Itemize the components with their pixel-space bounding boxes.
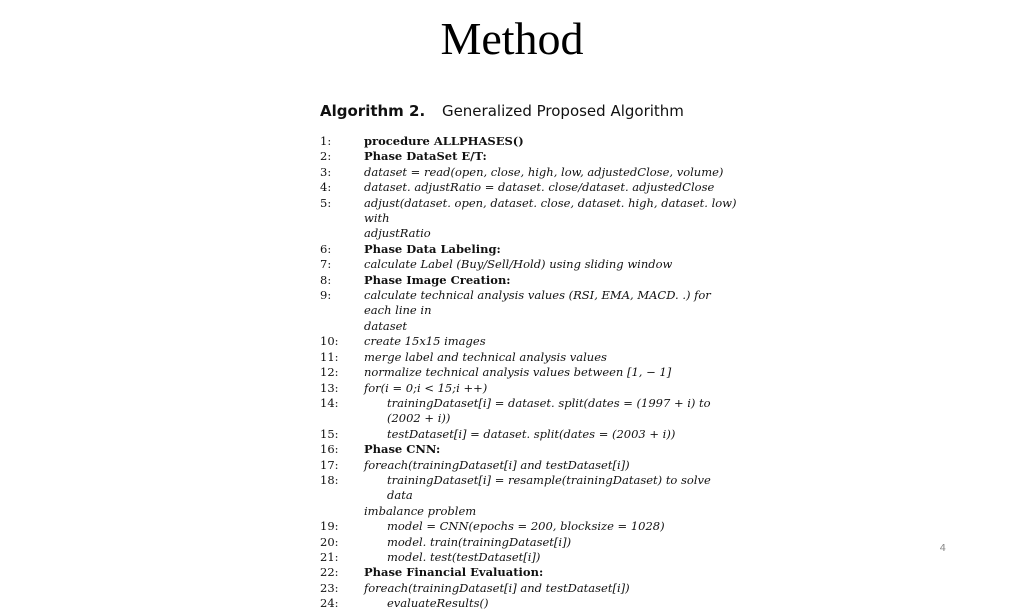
- algorithm-line: [320, 273, 740, 288]
- algorithm-line: [320, 565, 740, 580]
- algorithm-caption: Generalized Proposed Algorithm: [441, 102, 684, 120]
- line-text: Phase DataSet E/T:: [364, 149, 487, 164]
- algorithm-line: [320, 288, 740, 319]
- page-number: 4: [939, 543, 946, 554]
- line-text: Phase Financial Evaluation:: [364, 565, 544, 580]
- line-number: 6:: [320, 241, 332, 256]
- line-text: for(i = 0;i < 15;i ++): [364, 380, 488, 395]
- line-number: 24:: [320, 596, 339, 611]
- line-number: [320, 226, 364, 241]
- line-number: [320, 504, 364, 519]
- algorithm-line: [320, 196, 740, 227]
- line-text: dataset: [364, 318, 408, 333]
- algorithm-line: [320, 165, 740, 180]
- line-text: normalize technical analysis values between [1, − 1]: [364, 365, 672, 380]
- line-text: trainingDataset[i] = dataset. split(dates = (1997 + i) to (2002 + i)): [387, 395, 711, 426]
- algorithm-line: [320, 180, 740, 195]
- line-text: adjustRatio: [364, 226, 431, 241]
- line-text: foreach(trainingDataset[i] and testDataset[i]): [364, 457, 630, 472]
- algorithm-line: [320, 427, 740, 442]
- line-number: 23:: [320, 580, 339, 595]
- line-number: 19:: [320, 519, 339, 534]
- line-number: 5:: [320, 195, 332, 210]
- line-number: 15:: [320, 426, 339, 441]
- line-text: evaluateResults(): [387, 596, 489, 611]
- algorithm-label: Algorithm 2.: [320, 102, 426, 120]
- algorithm-line: [320, 319, 740, 334]
- line-number: 4:: [320, 180, 332, 195]
- line-number: [320, 319, 364, 334]
- line-number: 10:: [320, 334, 339, 349]
- line-text: create 15x15 images: [364, 334, 486, 349]
- algorithm-line: [320, 458, 740, 473]
- line-number: 8:: [320, 272, 332, 287]
- algorithm-line: [320, 381, 740, 396]
- algorithm-line: [320, 257, 740, 272]
- algorithm-line: [320, 149, 740, 164]
- line-number: 16:: [320, 442, 339, 457]
- line-text: model. test(testDataset[i]): [387, 549, 541, 564]
- line-text: dataset. adjustRatio = dataset. close/dataset. adjustedClose: [364, 180, 715, 195]
- algorithm-line: [320, 504, 740, 519]
- line-number: 22:: [320, 565, 339, 580]
- line-number: 18:: [320, 472, 339, 487]
- line-text: model = CNN(epochs = 200, blocksize = 1028): [387, 519, 665, 534]
- line-text: dataset = read(open, close, high, low, adjustedClose, volume): [364, 164, 724, 179]
- line-text: trainingDataset[i] = resample(trainingDataset) to solve data: [387, 472, 711, 503]
- line-text: Phase Data Labeling:: [364, 241, 501, 256]
- line-number: 21:: [320, 549, 339, 564]
- line-text: model. train(trainingDataset[i]): [387, 534, 572, 549]
- algorithm-line: [320, 596, 740, 611]
- algorithm-line: [320, 334, 740, 349]
- algorithm-line: [320, 442, 740, 457]
- line-number: 7:: [320, 257, 332, 272]
- algorithm-line: [320, 550, 740, 565]
- line-number: 2:: [320, 149, 332, 164]
- line-text: merge label and technical analysis values: [364, 349, 607, 364]
- line-text: Phase CNN:: [364, 442, 441, 457]
- algorithm-line: [320, 473, 740, 504]
- algorithm-line: [320, 535, 740, 550]
- algorithm-line: [320, 134, 740, 149]
- line-number: 1:: [320, 134, 332, 148]
- line-number: 11:: [320, 349, 339, 364]
- line-number: 9:: [320, 288, 332, 303]
- algorithm-line: [320, 242, 740, 257]
- algorithm-header: [320, 102, 740, 128]
- algorithm-line: [320, 350, 740, 365]
- algorithm-line: [320, 581, 740, 596]
- line-text: procedure ALLPHASES(): [364, 134, 524, 148]
- line-number: 3:: [320, 164, 332, 179]
- line-text: imbalance problem: [364, 503, 477, 518]
- line-number: 20:: [320, 534, 339, 549]
- line-text: adjust(dataset. open, dataset. close, dataset. high, dataset. low) with: [364, 195, 737, 226]
- line-number: 14:: [320, 395, 339, 410]
- line-number: 13:: [320, 380, 339, 395]
- line-number: 12:: [320, 365, 339, 380]
- algorithm-line: [320, 226, 740, 241]
- line-text: testDataset[i] = dataset. split(dates = (2003 + i)): [387, 426, 676, 441]
- algorithm-line: [320, 396, 740, 427]
- slide-title: Method: [440, 13, 584, 64]
- line-text: Phase Image Creation:: [364, 272, 511, 287]
- line-number: 17:: [320, 457, 339, 472]
- algorithm-line: [320, 365, 740, 380]
- line-text: calculate Label (Buy/Sell/Hold) using sliding window: [364, 257, 673, 272]
- algorithm-lines: [320, 134, 740, 612]
- algorithm-block: [320, 102, 740, 612]
- algorithm-line: [320, 519, 740, 534]
- line-text: foreach(trainingDataset[i] and testDataset[i]): [364, 580, 630, 595]
- line-text: calculate technical analysis values (RSI, EMA, MACD. .) for each line in: [364, 288, 711, 318]
